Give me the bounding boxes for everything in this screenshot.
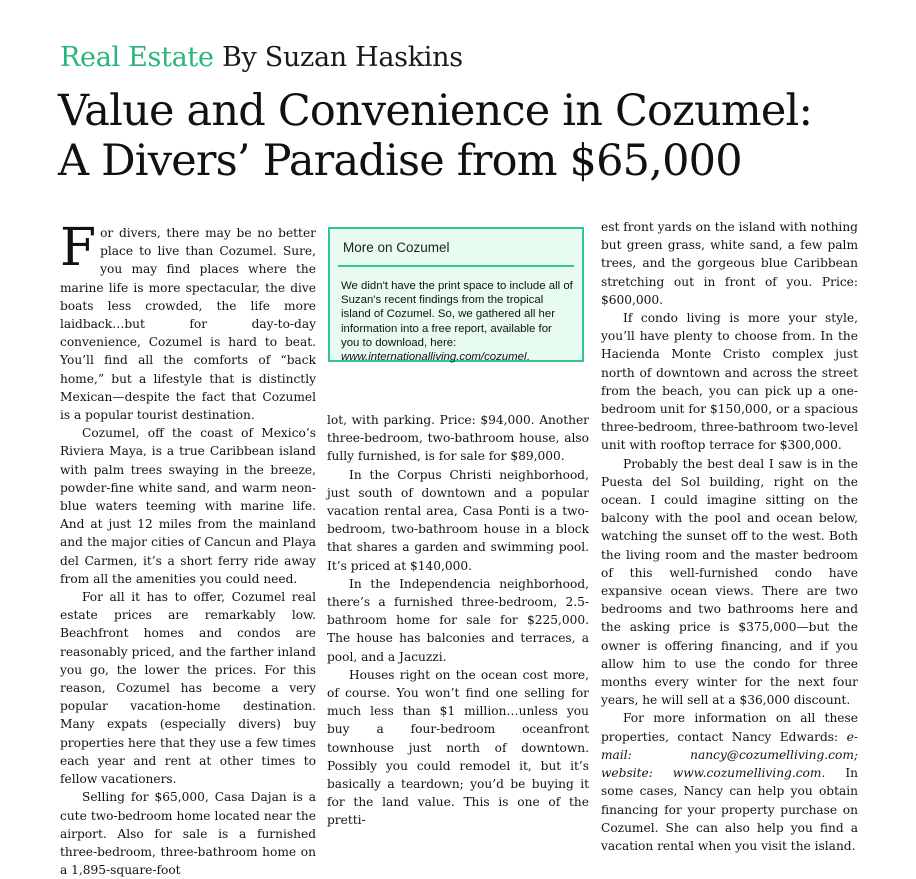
sidebar-body xyxy=(341,279,573,364)
paragraph: est front yards on the island with nothing but green grass, white sand, a few palm trees, and the gorgeous blue Caribbean stretching out in front of you. Price: $600,000. xyxy=(601,220,858,307)
paragraph: lot, with parking. Price: $94,000. Another three-bedroom, two-bathroom house, also fully furnished, is for sale for $89,000. xyxy=(327,413,589,464)
headline-line-2: A Divers’ Paradise from $65,000 xyxy=(58,136,742,186)
paragraph: In the Corpus Christi neighborhood, just south of downtown and a popular vacation rental area, Casa Ponti is a two-bedroom, two-bathroom house in a block that shares a garden and swimming pool. It’s priced at $140,000. xyxy=(327,467,589,573)
sidebar-title: More on Cozumel xyxy=(343,240,450,255)
byline: By Suzan Haskins xyxy=(221,42,463,73)
article-column-2 xyxy=(327,411,589,830)
article-kicker xyxy=(60,42,463,73)
paragraph: For all it has to offer, Cozumel real estate prices are remarkably low. Beachfront homes and condos are reasonably priced, and the farther inland you go, the lower the prices. For this reason, Cozumel has become a very popular vacation-home destination. Many expats (especially divers) buy properties here that they use a few times each year and rent at other times to fellow vacationers. xyxy=(60,590,316,787)
article-column-1 xyxy=(60,218,316,879)
drop-cap: F xyxy=(60,218,97,278)
paragraph xyxy=(601,709,858,855)
article-column-3 xyxy=(601,218,858,855)
headline-line-1: Value and Convenience in Cozumel: xyxy=(58,86,813,136)
headline xyxy=(58,86,898,186)
paragraph: Houses right on the ocean cost more, of course. You won’t find one selling for much less than $1 million…unless you buy a four-bedroom oceanfront townhouse just north of downtown. Possibly you could remodel it, but it’s basically a teardown; you’d be buying it for the land value. This is one of the pretti- xyxy=(327,667,589,828)
paragraph-text: In some cases, Nancy can help you obtain financing for your property purchase on Cozumel. She can also help you find a vacation rental when you visit the island. xyxy=(601,766,858,853)
paragraph-text: For more information on all these properties, contact Nancy Edwards: xyxy=(601,711,858,744)
paragraph xyxy=(60,218,316,424)
paragraph: Cozumel, off the coast of Mexico’s Riviera Maya, is a true Caribbean island with palm trees swaying in the breeze, powder-fine white sand, and warm neon-blue waters teeming with marine life. And at just 12 miles from the mainland and the major cities of Cancun and Playa del Carmen, it’s a short ferry ride away from all the amenities you could need. xyxy=(60,426,316,586)
sidebar-box xyxy=(328,227,584,362)
paragraph: Selling for $65,000, Casa Dajan is a cute two-bedroom home located near the airport. Also for sale is a furnished three-bedroom, three-bathroom home on a 1,895-square-foot xyxy=(60,790,316,878)
paragraph: Probably the best deal I saw is in the Puesta del Sol building, right on the ocean. I could imagine sitting on the balcony with the pool and ocean below, watching the sunset off to the west. Both the living room and the master bedroom of this well-furnished condo have expansive ocean views. There are two bedrooms and two bathrooms here and the asking price is $375,000—but the owner is offering financing, and if you allow him to use the condo for three months every winter for the next four years, he will sell at a $36,000 discount. xyxy=(601,456,858,708)
paragraph: In the Independencia neighborhood, there’s a furnished three-bedroom, 2.5-bathroom home for sale for $225,000. The house has balconies and terraces, a pool, and a Jacuzzi. xyxy=(327,576,589,664)
sidebar-url-suffix: . xyxy=(526,351,530,364)
section-label: Real Estate xyxy=(60,42,214,73)
sidebar-divider xyxy=(338,265,574,267)
sidebar-text: We didn't have the print space to include all of Suzan's recent findings from the tropical island of Cozumel. So, we gathered all her information into a free report, available for you to download, here: xyxy=(341,280,573,349)
paragraph-text: or divers, there may be no better place to live than Cozumel. Sure, you may find places where the marine life is more spectacular, the dive boats less crowded, the life more laidback…but for day-to-day convenience, Cozumel is hard to beat. You’ll find all the comforts of “back home,” but a lifestyle that is distinctly Mexican—despite the fact that Cozumel is a popular tourist destination. xyxy=(60,226,316,423)
report-link[interactable]: www.internationalliving.com/cozumel xyxy=(341,351,527,364)
paragraph: If condo living is more your style, you’ll have plenty to choose from. In the Hacienda Monte Cristo complex just north of downtown and across the street from the beach, you can pick up a one-bedroom unit for $150,000, or a spacious three-bedroom, three-bathroom two-level unit with rooftop terrace for $300,000. xyxy=(601,311,858,453)
contact-info[interactable]: e-mail: nancy@cozumelliving.com; website: www.cozumelliving.com. xyxy=(601,729,858,781)
